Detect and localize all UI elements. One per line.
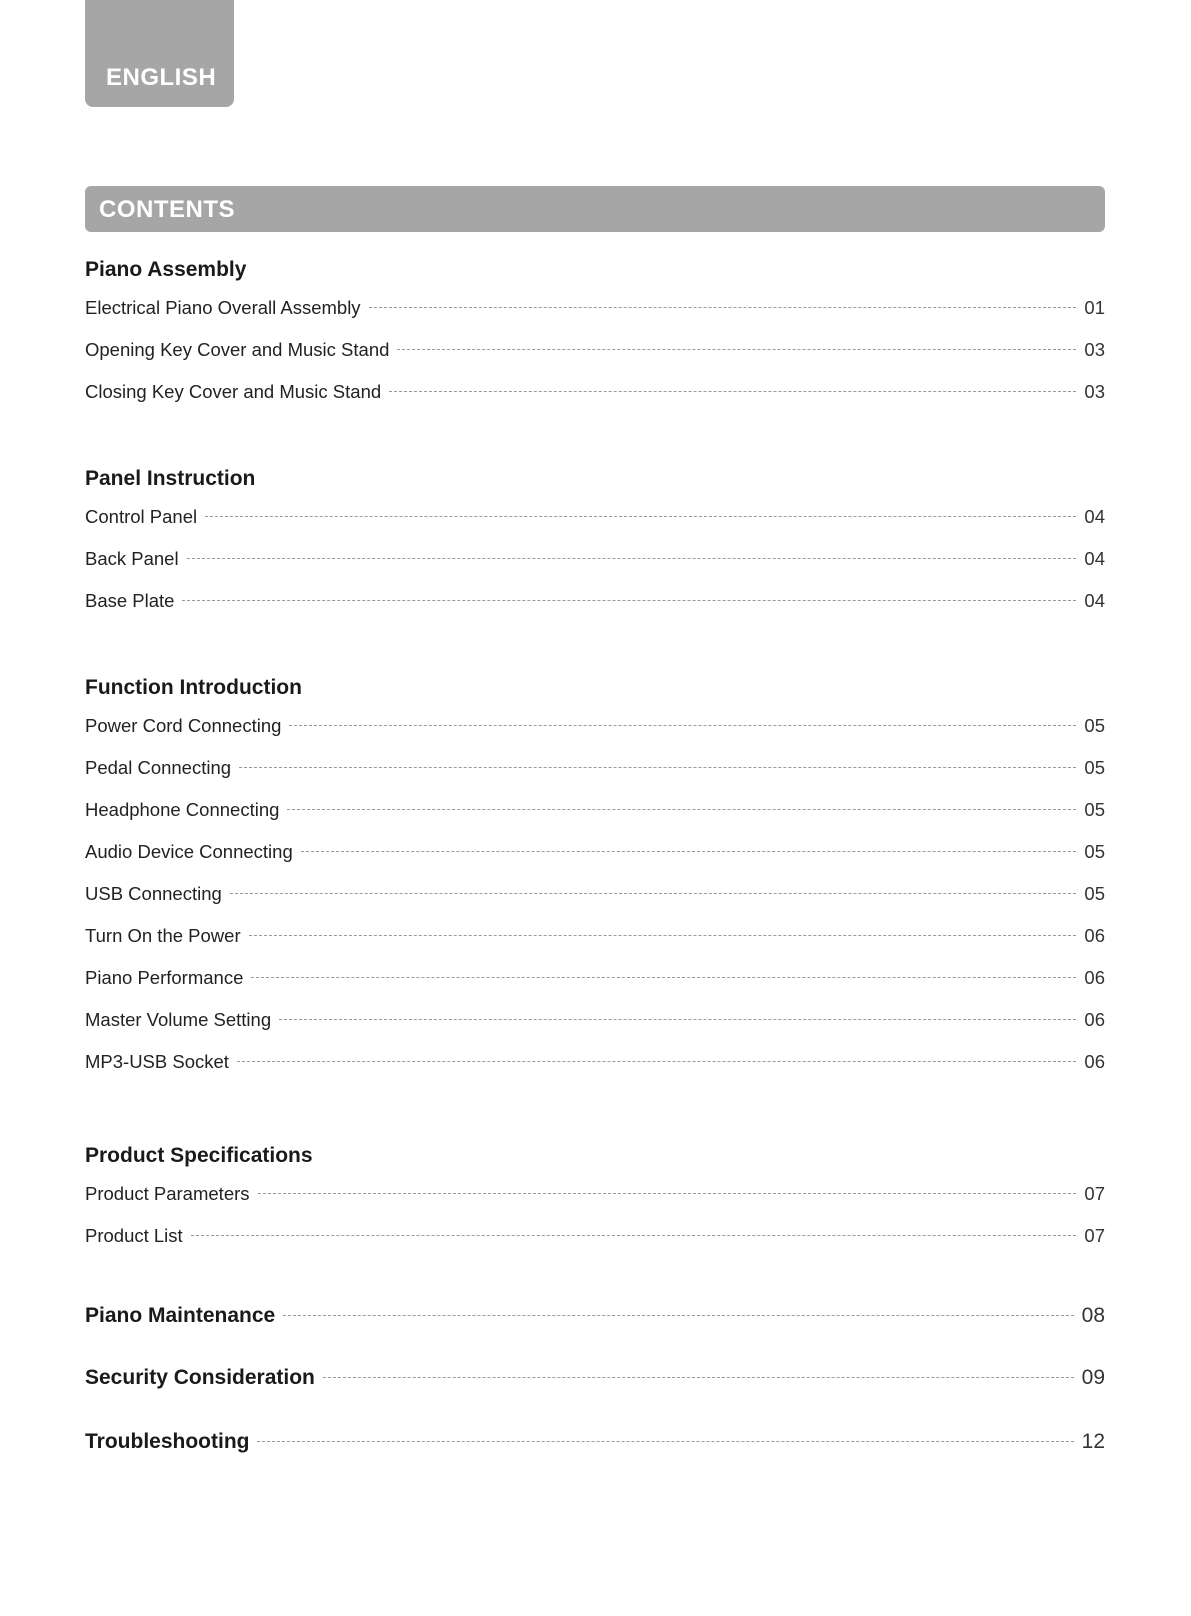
dotted-leader	[279, 1019, 1076, 1020]
toc-entry[interactable]	[85, 1051, 1105, 1079]
dotted-leader	[187, 558, 1077, 559]
toc-page-number: 03	[1084, 381, 1105, 402]
toc-entry-label: Control Panel	[85, 506, 198, 527]
toc-entry[interactable]	[85, 548, 1105, 576]
toc-entry[interactable]	[85, 1183, 1105, 1211]
toc-entry-label: Closing Key Cover and Music Stand	[85, 381, 382, 402]
toc-entry[interactable]	[85, 1009, 1105, 1037]
contents-header-bar	[85, 186, 1105, 232]
toc-page-number: 06	[1084, 925, 1105, 946]
dotted-leader	[369, 307, 1077, 308]
toc-page-number: 05	[1084, 715, 1105, 736]
toc-entry[interactable]	[85, 506, 1105, 534]
toc-entry[interactable]	[85, 339, 1105, 367]
toc-page-number: 06	[1084, 967, 1105, 988]
section-title-piano-assembly: Piano Assembly	[85, 258, 247, 281]
toc-major-label: Troubleshooting	[85, 1430, 250, 1453]
section-title-panel-instruction: Panel Instruction	[85, 467, 256, 490]
toc-entry-label: Product Parameters	[85, 1183, 250, 1204]
toc-entry-label: Headphone Connecting	[85, 799, 280, 820]
toc-entry-label: Turn On the Power	[85, 925, 241, 946]
toc-page-number: 07	[1084, 1225, 1105, 1246]
toc-page-number: 09	[1081, 1366, 1105, 1389]
dotted-leader	[182, 600, 1076, 601]
toc-page-number: 06	[1084, 1051, 1105, 1072]
toc-entry[interactable]	[85, 297, 1105, 325]
dotted-leader	[257, 1441, 1073, 1442]
toc-page-number: 01	[1084, 297, 1105, 318]
toc-entry-label: Back Panel	[85, 548, 179, 569]
toc-entry-label: Pedal Connecting	[85, 757, 232, 778]
dotted-leader	[230, 893, 1077, 894]
dotted-leader	[205, 516, 1076, 517]
toc-page-number: 05	[1084, 799, 1105, 820]
toc-major-entry[interactable]	[85, 1304, 1105, 1332]
dotted-leader	[239, 767, 1076, 768]
language-tab-label: ENGLISH	[106, 64, 217, 91]
toc-entry[interactable]	[85, 925, 1105, 953]
dotted-leader	[287, 809, 1076, 810]
toc-major-label: Security Consideration	[85, 1366, 315, 1389]
dotted-leader	[397, 349, 1076, 350]
dotted-leader	[191, 1235, 1077, 1236]
toc-page-number: 03	[1084, 339, 1105, 360]
toc-entry-label: Piano Performance	[85, 967, 244, 988]
dotted-leader	[389, 391, 1076, 392]
toc-entry-label: Master Volume Setting	[85, 1009, 272, 1030]
toc-entry[interactable]	[85, 841, 1105, 869]
section-title-product-specifications: Product Specifications	[85, 1144, 313, 1167]
toc-page-number: 04	[1084, 506, 1105, 527]
dotted-leader	[289, 725, 1076, 726]
toc-major-label: Piano Maintenance	[85, 1304, 276, 1327]
toc-entry[interactable]	[85, 590, 1105, 618]
toc-entry[interactable]	[85, 799, 1105, 827]
toc-page-number: 12	[1081, 1430, 1105, 1453]
language-tab	[85, 0, 234, 107]
dotted-leader	[249, 935, 1077, 936]
toc-major-entry[interactable]	[85, 1366, 1105, 1394]
toc-entry[interactable]	[85, 381, 1105, 409]
toc-entry-label: MP3-USB Socket	[85, 1051, 229, 1072]
toc-page-number: 06	[1084, 1009, 1105, 1030]
section-title-function-introduction: Function Introduction	[85, 676, 302, 699]
contents-title: CONTENTS	[99, 196, 235, 223]
toc-entry-label: Audio Device Connecting	[85, 841, 293, 862]
toc-entry-label: Product List	[85, 1225, 183, 1246]
toc-entry-label: USB Connecting	[85, 883, 222, 904]
toc-entry-label: Power Cord Connecting	[85, 715, 282, 736]
toc-page-number: 08	[1081, 1304, 1105, 1327]
toc-entry-label: Electrical Piano Overall Assembly	[85, 297, 361, 318]
toc-page-number: 05	[1084, 883, 1105, 904]
dotted-leader	[251, 977, 1076, 978]
toc-entry[interactable]	[85, 715, 1105, 743]
toc-entry[interactable]	[85, 757, 1105, 785]
dotted-leader	[301, 851, 1077, 852]
toc-entry[interactable]	[85, 1225, 1105, 1253]
dotted-leader	[258, 1193, 1077, 1194]
toc-entry[interactable]	[85, 883, 1105, 911]
dotted-leader	[283, 1315, 1073, 1316]
dotted-leader	[237, 1061, 1076, 1062]
toc-entry-label: Base Plate	[85, 590, 175, 611]
toc-major-entry[interactable]	[85, 1430, 1105, 1458]
dotted-leader	[323, 1377, 1074, 1378]
toc-page-number: 05	[1084, 757, 1105, 778]
toc-page-number: 04	[1084, 590, 1105, 611]
toc-entry[interactable]	[85, 967, 1105, 995]
toc-page-number: 05	[1084, 841, 1105, 862]
toc-entry-label: Opening Key Cover and Music Stand	[85, 339, 390, 360]
toc-page-number: 07	[1084, 1183, 1105, 1204]
toc-page-number: 04	[1084, 548, 1105, 569]
